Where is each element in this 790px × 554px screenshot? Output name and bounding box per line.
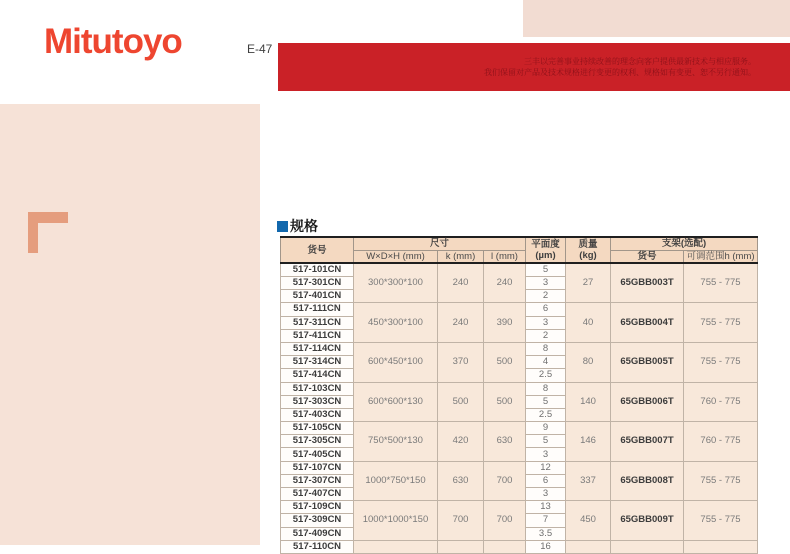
weight-cell: 146 xyxy=(566,422,611,462)
item-number-cell: 517-303CN xyxy=(281,395,354,408)
item-number-cell: 517-409CN xyxy=(281,527,354,540)
item-number-cell: 517-405CN xyxy=(281,448,354,461)
k-value-cell: 500 xyxy=(438,382,484,422)
col-header-k: k (mm) xyxy=(438,250,484,263)
l-value-cell: 390 xyxy=(484,303,526,343)
col-header-flatness xyxy=(526,237,566,263)
flatness-cell: 4 xyxy=(526,356,566,369)
stand-item-number-cell: 65GBB005T xyxy=(611,342,684,382)
stand-item-number-cell: 65GBB009T xyxy=(611,501,684,541)
spec-table-header xyxy=(281,237,758,263)
dimensions-cell: 750*500*130 xyxy=(354,422,438,462)
dimensions-cell: 600*450*100 xyxy=(354,342,438,382)
flatness-cell: 7 xyxy=(526,514,566,527)
k-value-cell: 240 xyxy=(438,263,484,303)
stand-range-cell xyxy=(684,540,758,553)
dimensions-cell: 600*600*130 xyxy=(354,382,438,422)
weight-cell: 40 xyxy=(566,303,611,343)
col-header-wdh: W×D×H (mm) xyxy=(354,250,438,263)
item-number-cell: 517-407CN xyxy=(281,488,354,501)
flatness-cell: 12 xyxy=(526,461,566,474)
l-value-cell: 240 xyxy=(484,263,526,303)
k-value-cell: 630 xyxy=(438,461,484,501)
dimensions-cell: 300*300*100 xyxy=(354,263,438,303)
weight-cell: 450 xyxy=(566,501,611,541)
dimensions-cell: 1000*1000*150 xyxy=(354,501,438,541)
item-number-cell: 517-309CN xyxy=(281,514,354,527)
flatness-unit: (µm) xyxy=(535,250,556,261)
section-bullet-icon xyxy=(277,221,288,232)
item-number-cell: 517-110CN xyxy=(281,540,354,553)
stand-range-cell: 760 - 775 xyxy=(684,422,758,462)
table-row-partial xyxy=(281,540,758,553)
stand-range-cell: 755 - 775 xyxy=(684,342,758,382)
flatness-cell: 5 xyxy=(526,435,566,448)
item-number-cell: 517-307CN xyxy=(281,474,354,487)
flatness-cell: 3 xyxy=(526,448,566,461)
flatness-cell: 9 xyxy=(526,422,566,435)
flatness-cell: 8 xyxy=(526,382,566,395)
col-header-mass xyxy=(566,237,611,263)
flatness-cell: 3 xyxy=(526,488,566,501)
flatness-cell: 5 xyxy=(526,263,566,277)
col-header-l: l (mm) xyxy=(484,250,526,263)
item-number-cell: 517-301CN xyxy=(281,277,354,290)
l-value-cell: 500 xyxy=(484,382,526,422)
col-header-stand-range: 可调范围h (mm) xyxy=(684,250,758,263)
stand-range-cell: 755 - 775 xyxy=(684,303,758,343)
flatness-cell: 3.5 xyxy=(526,527,566,540)
flatness-cell: 5 xyxy=(526,395,566,408)
col-header-stand-group: 支架(选配) xyxy=(611,237,758,250)
flatness-cell: 2 xyxy=(526,290,566,303)
flatness-cell: 3 xyxy=(526,316,566,329)
table-row xyxy=(281,342,758,355)
l-value-cell: 630 xyxy=(484,422,526,462)
dimensions-cell xyxy=(354,540,438,553)
k-value-cell: 700 xyxy=(438,501,484,541)
k-value-cell: 420 xyxy=(438,422,484,462)
item-number-cell: 517-311CN xyxy=(281,316,354,329)
table-row xyxy=(281,303,758,316)
weight-cell: 337 xyxy=(566,461,611,501)
flatness-cell: 2 xyxy=(526,329,566,342)
stand-item-number-cell: 65GBB008T xyxy=(611,461,684,501)
weight-cell: 27 xyxy=(566,263,611,303)
weight-cell: 140 xyxy=(566,382,611,422)
decor-top-right-block xyxy=(523,0,790,37)
stand-item-number-cell: 65GBB003T xyxy=(611,263,684,303)
decor-corner-icon xyxy=(28,212,38,253)
item-number-cell: 517-114CN xyxy=(281,342,354,355)
item-number-cell: 517-305CN xyxy=(281,435,354,448)
flatness-cell: 6 xyxy=(526,474,566,487)
col-header-stand-item-no: 货号 xyxy=(611,250,684,263)
flatness-cell: 16 xyxy=(526,540,566,553)
decor-left-block xyxy=(0,104,260,545)
item-number-cell: 517-314CN xyxy=(281,356,354,369)
flatness-cell: 3 xyxy=(526,277,566,290)
item-number-cell: 517-111CN xyxy=(281,303,354,316)
item-number-cell: 517-109CN xyxy=(281,501,354,514)
item-number-cell: 517-411CN xyxy=(281,329,354,342)
spec-table xyxy=(280,236,758,554)
stand-range-cell: 755 - 775 xyxy=(684,263,758,303)
dimensions-cell: 1000*750*150 xyxy=(354,461,438,501)
item-number-cell: 517-401CN xyxy=(281,290,354,303)
flatness-cell: 13 xyxy=(526,501,566,514)
table-row xyxy=(281,501,758,514)
mitutoyo-logo: Mitutoyo xyxy=(44,22,182,61)
stand-item-number-cell: 65GBB006T xyxy=(611,382,684,422)
k-value-cell: 370 xyxy=(438,342,484,382)
spec-table-body xyxy=(281,263,758,553)
flatness-cell: 2.5 xyxy=(526,369,566,382)
page-number: E-47 xyxy=(247,42,273,56)
weight-cell: 80 xyxy=(566,342,611,382)
item-number-cell: 517-414CN xyxy=(281,369,354,382)
disclaimer-line-2: 我们保留对产品及技术规格进行变更的权利、规格如有变更、恕不另行通知。 xyxy=(484,68,756,77)
flatness-cell: 8 xyxy=(526,342,566,355)
item-number-cell: 517-101CN xyxy=(281,263,354,277)
disclaimer-line-1: 三丰以完善事业持续改善的理念向客户提供最新技术与相应服务。 xyxy=(524,57,756,66)
col-header-size-group: 尺寸 xyxy=(354,237,526,250)
l-value-cell: 700 xyxy=(484,501,526,541)
section-title xyxy=(277,216,318,236)
k-value-cell: 240 xyxy=(438,303,484,343)
stand-range-cell: 760 - 775 xyxy=(684,382,758,422)
mass-label: 质量 xyxy=(578,239,598,250)
flatness-cell: 2.5 xyxy=(526,408,566,421)
disclaimer-banner xyxy=(278,43,790,91)
section-title-text: 规格 xyxy=(290,218,318,234)
l-value-cell: 500 xyxy=(484,342,526,382)
item-number-cell: 517-403CN xyxy=(281,408,354,421)
dimensions-cell: 450*300*100 xyxy=(354,303,438,343)
stand-item-number-cell: 65GBB004T xyxy=(611,303,684,343)
k-value-cell xyxy=(438,540,484,553)
l-value-cell xyxy=(484,540,526,553)
stand-item-number-cell: 65GBB007T xyxy=(611,422,684,462)
table-row xyxy=(281,461,758,474)
weight-cell xyxy=(566,540,611,553)
table-row xyxy=(281,263,758,277)
col-header-item-no: 货号 xyxy=(281,237,354,263)
stand-range-cell: 755 - 775 xyxy=(684,461,758,501)
stand-item-number-cell xyxy=(611,540,684,553)
stand-range-cell: 755 - 775 xyxy=(684,501,758,541)
flatness-cell: 6 xyxy=(526,303,566,316)
table-row xyxy=(281,382,758,395)
item-number-cell: 517-107CN xyxy=(281,461,354,474)
item-number-cell: 517-105CN xyxy=(281,422,354,435)
flatness-label: 平面度 xyxy=(531,239,560,250)
item-number-cell: 517-103CN xyxy=(281,382,354,395)
l-value-cell: 700 xyxy=(484,461,526,501)
table-row xyxy=(281,422,758,435)
mass-unit: (kg) xyxy=(579,250,597,261)
